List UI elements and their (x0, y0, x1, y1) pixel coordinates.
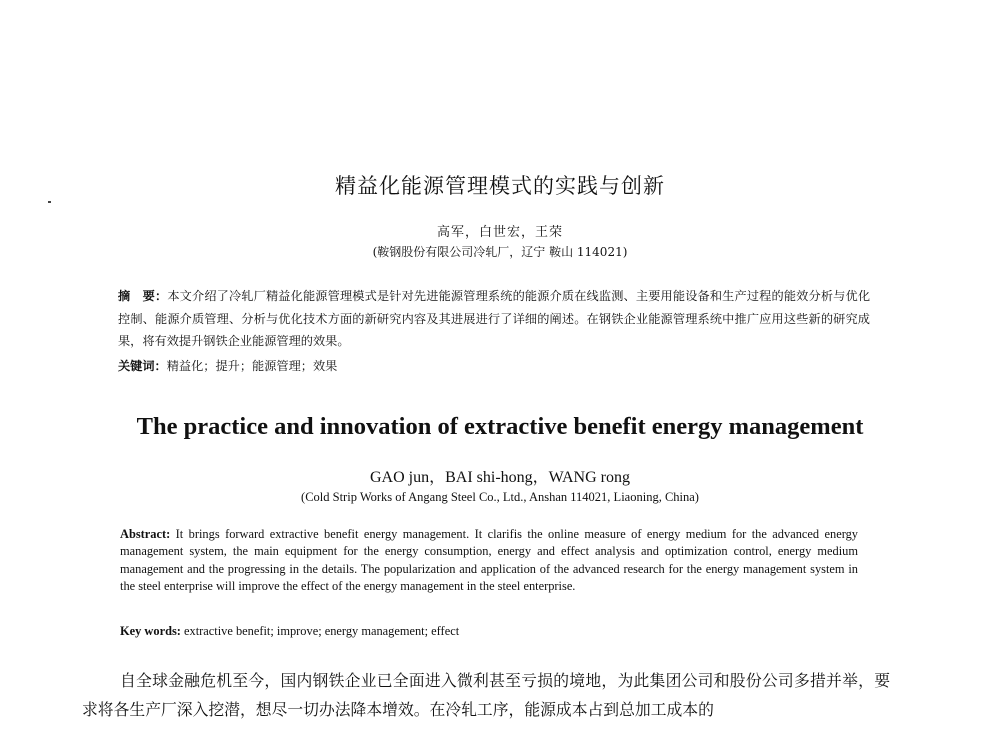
chinese-affiliation: (鞍钢股份有限公司冷轧厂，辽宁 鞍山 114021) (372, 245, 628, 259)
english-keywords-label: Key words: (120, 624, 181, 638)
english-abstract (120, 526, 858, 596)
chinese-abstract (118, 285, 870, 353)
english-authors: GAO jun，BAI shi-hong，WANG rong (370, 469, 630, 486)
chinese-title: 精益化能源管理模式的实践与创新 (335, 174, 665, 198)
english-keywords (120, 624, 858, 639)
body-paragraph: 自全球金融危机至今，国内钢铁企业已全面进入微利甚至亏损的境地，为此集团公司和股份公司多措并举，要求将各生产厂深入挖潜，想尽一切办法降本增效。在冷轧工序，能源成本占到总加工成本的 (82, 671, 890, 719)
chinese-abstract-text: 本文介绍了冷轧厂精益化能源管理模式是针对先进能源管理系统的能源介质在线监测、主要用能设备和生产过程的能效分析与优化控制、能源介质管理、分析与优化技术方面的新研究内容及其进展进行了详细的阐述。在钢铁企业能源管理系统中推广应用这些新的研究成果，将有效提升钢铁企业能源管理的效果。 (118, 289, 871, 348)
english-abstract-text: It brings forward extractive benefit energy management. It clarifis the online measure of energy medium for the advanced energy management system, the main equipment for the energy consumption, energy and effect analysis and optimization control, energy medium management and the progressing in the details. The popularization and application of the advanced research for the energy management system in the steel enterprise will improve the effect of the energy management in the steel enterprise. (120, 527, 858, 594)
english-abstract-label: Abstract: (120, 527, 171, 541)
scan-speck (48, 201, 51, 203)
chinese-keywords-label: 关键词： (118, 359, 167, 373)
chinese-authors: 高军，白世宏，王荣 (436, 225, 563, 240)
chinese-keywords (118, 357, 870, 374)
english-affiliation: (Cold Strip Works of Angang Steel Co., Ltd., Anshan 114021, Liaoning, China) (301, 490, 699, 504)
chinese-abstract-label: 摘 要： (118, 289, 168, 303)
chinese-keywords-text: 精益化；提升；能源管理；效果 (166, 359, 338, 373)
english-keywords-text: extractive benefit; improve; energy management; effect (180, 624, 460, 638)
english-title: The practice and innovation of extractive benefit energy management (136, 413, 864, 440)
